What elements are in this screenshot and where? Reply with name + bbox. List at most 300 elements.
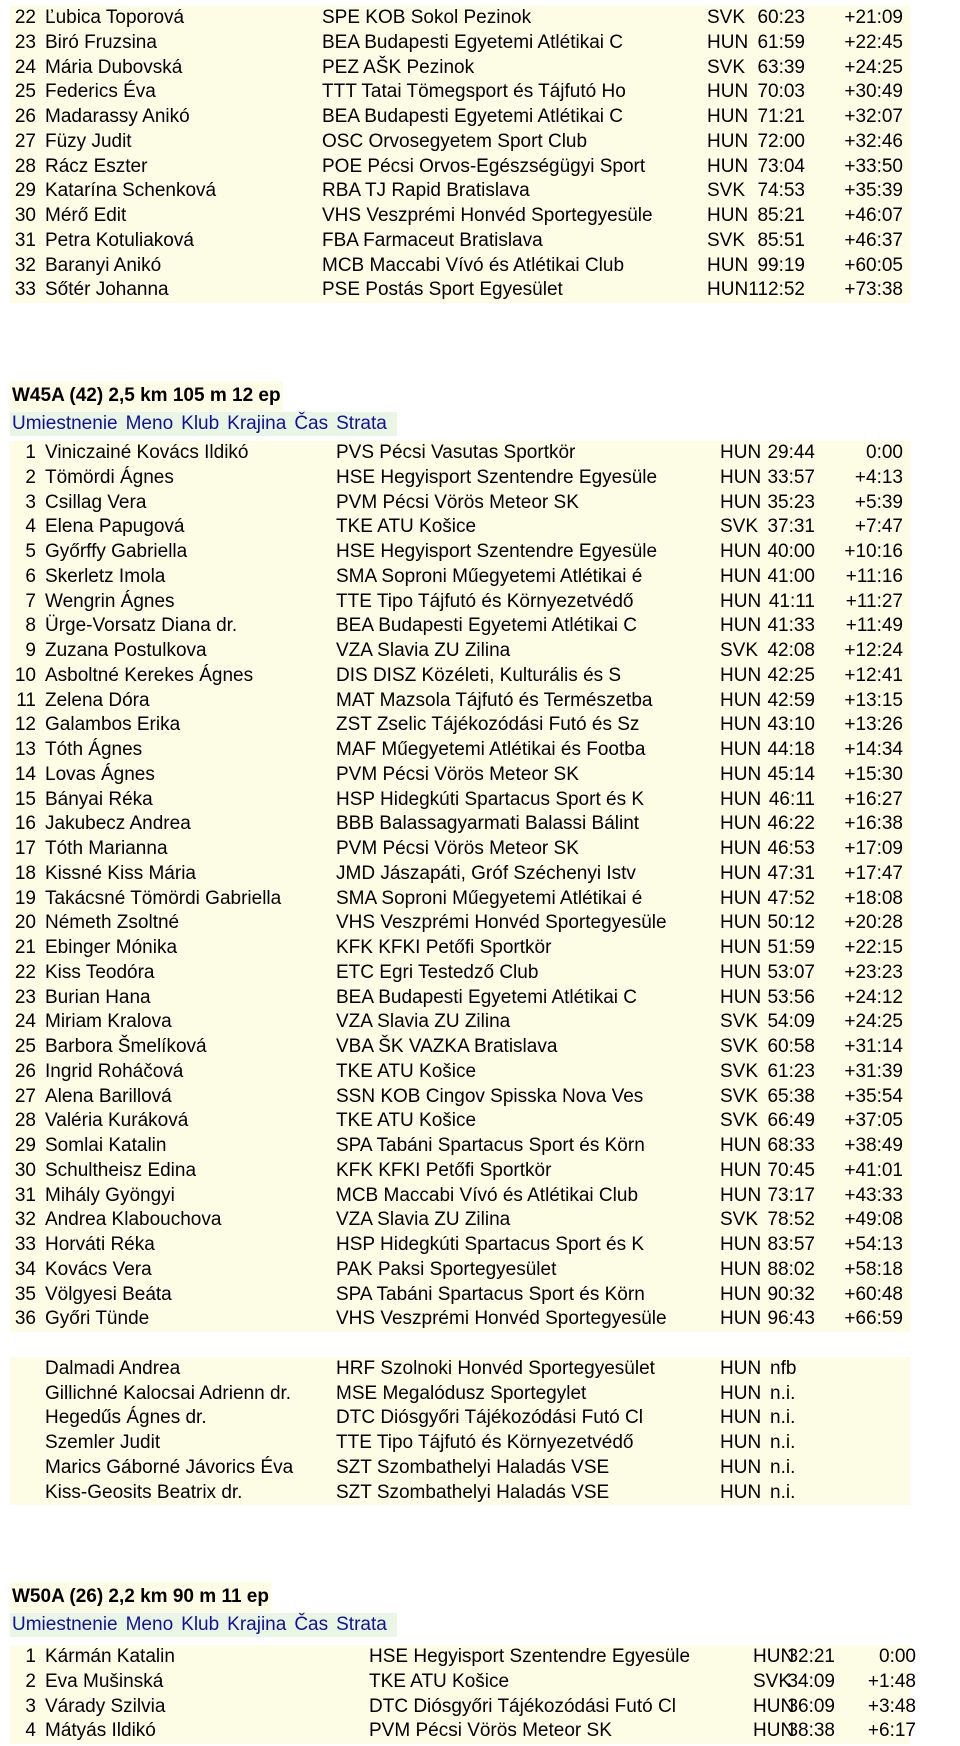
cell-name: Tóth Marianna [45, 838, 168, 859]
cell-name: Mária Dubovská [45, 56, 183, 78]
cell-loss: +6:17 [867, 1720, 916, 1742]
cell-club: BEA Budapesti Egyetemi Atlétikai C [322, 31, 623, 53]
cell-rank: 28 [14, 155, 36, 177]
cell-club: JMD Jászapáti, Gróf Széchenyi Istv [336, 862, 636, 884]
cell-name: Kiss Teodóra [45, 961, 155, 983]
cell-name: Rácz Eszter [45, 155, 148, 177]
cell-rank: 16 [14, 813, 36, 835]
cell-time: 54:09 [767, 1011, 815, 1033]
cell-time: 43:10 [767, 714, 815, 736]
table-row [10, 565, 910, 590]
col-krajina: Krajina [227, 413, 287, 434]
cell-name: Füzy Judit [45, 130, 132, 152]
table-row [10, 887, 910, 912]
cell-club: HSE Hegyisport Szentendre Egyesüle [336, 541, 658, 562]
cell-name: Zuzana Postulkova [45, 640, 207, 661]
cell-time: n.i. [770, 1481, 796, 1503]
cell-rank: 1 [25, 1646, 36, 1667]
table-row [10, 515, 910, 540]
cell-time: n.i. [770, 1432, 796, 1453]
cell-loss: +17:09 [844, 838, 903, 859]
cell-rank: 2 [25, 1670, 36, 1692]
cell-club: PVM Pécsi Vörös Meteor SK [369, 1720, 612, 1742]
cell-rank: 8 [25, 615, 36, 637]
cell-club: BEA Budapesti Egyetemi Atlétikai C [336, 986, 637, 1008]
cell-club: VHS Veszprémi Honvéd Sportegyesüle [322, 205, 653, 226]
table-row [10, 105, 910, 130]
cell-name: Ingrid Roháčová [45, 1060, 184, 1082]
cell-time: 96:43 [767, 1308, 815, 1330]
cell-loss: +16:27 [844, 788, 903, 810]
table-row [10, 179, 910, 204]
cell-club: SSN KOB Cingov Spisska Nova Ves [336, 1085, 644, 1107]
cell-club: MSE Megalódusz Sportegylet [336, 1382, 587, 1404]
cell-name: Galambos Erika [45, 714, 181, 736]
cell-time: nfb [770, 1357, 797, 1379]
cell-club: HSE Hegyisport Szentendre Egyesüle [336, 466, 658, 488]
table-row [10, 80, 910, 105]
cell-rank: 28 [14, 1110, 36, 1132]
cell-time: 33:57 [767, 466, 815, 488]
cell-name: Katarína Schenková [45, 180, 217, 202]
cell-rank: 4 [25, 1720, 36, 1742]
cell-club: SMA Soproni Műegyetemi Atlétikai é [336, 887, 643, 909]
cell-club: PAK Paksi Sportegyesület [336, 1258, 557, 1280]
cell-country: HUN [707, 155, 749, 177]
cell-time: 68:33 [767, 1135, 815, 1156]
cell-club: MAT Mazsola Tájfutó és Természetba [336, 689, 653, 711]
cell-loss: +15:30 [844, 763, 903, 785]
cell-country: SVK [720, 1036, 759, 1057]
cell-time: n.i. [770, 1382, 796, 1404]
cell-name: Kármán Katalin [45, 1646, 175, 1667]
cell-time: 38:38 [787, 1720, 835, 1742]
cell-rank: 22 [14, 7, 36, 28]
table-row [10, 689, 910, 714]
cell-loss: +49:08 [844, 1209, 903, 1231]
cell-name: Petra Kotuliaková [45, 229, 194, 251]
table-row [10, 590, 910, 615]
cell-club: SMA Soproni Műegyetemi Atlétikai é [336, 565, 643, 587]
cell-country: HUN [720, 1357, 762, 1379]
w45a-results-table [10, 441, 910, 1505]
cell-loss: +10:16 [844, 541, 903, 562]
cell-loss: +35:54 [844, 1085, 903, 1107]
table-row [10, 614, 910, 639]
cell-loss: +31:14 [844, 1036, 903, 1057]
cell-loss: +20:28 [844, 912, 903, 934]
cell-country: HUN [720, 714, 762, 736]
cell-name: Tóth Ágnes [45, 739, 143, 760]
cell-rank: 32 [14, 254, 36, 276]
table-row [10, 738, 910, 763]
cell-name: Bányai Réka [45, 788, 153, 810]
table-row [10, 130, 910, 155]
cell-name: Lovas Ágnes [45, 763, 155, 785]
cell-loss: +24:12 [844, 986, 903, 1008]
table-row [10, 31, 910, 56]
cell-time: 78:52 [767, 1209, 815, 1231]
cell-club: TTT Tatai Tömegsport és Tájfutó Ho [322, 81, 626, 103]
cell-country: SVK [720, 1209, 759, 1231]
cell-name: Horváti Réka [45, 1234, 155, 1255]
cell-time: 70:45 [767, 1159, 815, 1181]
cell-country: HUN [720, 1407, 762, 1429]
cell-rank: 32 [14, 1209, 36, 1231]
table-row [10, 1406, 910, 1431]
cell-club: ZST Zselic Tájékozódási Futó és Sz [336, 714, 640, 736]
cell-name: Biró Fruzsina [45, 31, 157, 53]
cell-time: 65:38 [767, 1085, 815, 1107]
table-row [10, 229, 910, 254]
table-row [10, 1208, 910, 1233]
cell-rank: 25 [14, 81, 36, 103]
cell-country: SVK [707, 229, 746, 251]
cell-country: HUN [720, 1135, 762, 1156]
table-row [10, 837, 910, 862]
table-row [10, 1382, 910, 1407]
cell-name: Győrffy Gabriella [45, 541, 188, 562]
col-meno: Meno [125, 1614, 174, 1635]
cell-club: HRF Szolnoki Honvéd Sportegyesület [336, 1357, 655, 1379]
cell-loss: +73:38 [844, 279, 903, 301]
cell-rank: 9 [25, 640, 36, 661]
cell-club: DTC Diósgyőri Tájékozódási Futó Cl [336, 1407, 643, 1429]
cell-time: 29:44 [767, 442, 815, 463]
cell-time: 37:31 [767, 516, 815, 538]
cell-loss: +31:39 [844, 1060, 903, 1082]
cell-name: Asboltné Kerekes Ágnes [45, 664, 254, 686]
table-row [10, 491, 910, 516]
cell-rank: 19 [14, 887, 36, 909]
cell-loss: 0:00 [879, 1646, 916, 1667]
cell-time: 61:23 [767, 1060, 815, 1082]
cell-club: MCB Maccabi Vívó és Atlétikai Club [322, 254, 625, 276]
cell-time: 36:09 [787, 1695, 835, 1717]
cell-club: VZA Slavia ZU Zilina [336, 640, 511, 661]
cell-club: PVM Pécsi Vörös Meteor SK [336, 491, 579, 513]
cell-name: Jakubecz Andrea [45, 813, 191, 835]
table-row [10, 204, 910, 229]
cell-club: TKE ATU Košice [336, 1060, 477, 1082]
table-row [10, 254, 910, 279]
cell-rank: 21 [14, 937, 36, 958]
w50a-results-table [10, 1645, 916, 1744]
cell-name: Dalmadi Andrea [45, 1357, 181, 1379]
cell-time: 60:23 [757, 7, 805, 28]
cell-loss: +12:41 [844, 664, 903, 686]
cell-club: PVM Pécsi Vörös Meteor SK [336, 838, 579, 859]
cell-loss: +11:49 [845, 615, 903, 637]
cell-country: SVK [720, 1085, 759, 1107]
cell-name: Ürge-Vorsatz Diana dr. [45, 615, 238, 637]
cell-country: SVK [707, 56, 746, 78]
cell-loss: +32:46 [844, 130, 903, 152]
cell-time: 112:52 [748, 279, 805, 301]
cell-loss: +12:24 [844, 640, 903, 661]
table-row [10, 713, 910, 738]
cell-country: HUN [707, 205, 749, 226]
cell-rank: 36 [14, 1308, 36, 1330]
cell-club: TTE Tipo Tájfutó és Környezetvédő [336, 1432, 634, 1453]
cell-country: HUN [720, 763, 762, 785]
cell-time: 63:39 [757, 56, 805, 78]
cell-time: 72:00 [757, 130, 805, 152]
cell-name: Győri Tünde [45, 1308, 150, 1330]
cell-name: Kovács Vera [45, 1258, 152, 1280]
cell-rank: 12 [14, 714, 36, 736]
cell-time: 45:14 [767, 763, 815, 785]
cell-loss: +41:01 [844, 1159, 903, 1181]
cell-rank: 34 [14, 1258, 36, 1280]
cell-time: 73:04 [757, 155, 805, 177]
cell-club: PEZ AŠK Pezinok [322, 56, 475, 78]
cell-time: 46:53 [767, 838, 815, 859]
cell-time: 88:02 [767, 1258, 815, 1280]
cell-loss: +13:15 [844, 689, 903, 711]
cell-club: KFK KFKI Petőfi Sportkör [336, 1159, 552, 1181]
cell-loss: +11:16 [845, 565, 903, 587]
cell-club: DTC Diósgyőri Tájékozódási Futó Cl [369, 1695, 676, 1717]
table-row [10, 155, 910, 180]
cell-country: HUN [720, 986, 762, 1008]
cell-time: 50:12 [767, 912, 815, 934]
cell-club: BEA Budapesti Egyetemi Atlétikai C [336, 615, 637, 637]
cell-time: 60:58 [767, 1036, 815, 1057]
cell-club: KFK KFKI Petőfi Sportkör [336, 937, 552, 958]
cell-rank: 27 [14, 130, 36, 152]
cell-loss: +21:09 [844, 7, 903, 28]
cell-loss: +11:27 [845, 590, 903, 612]
cell-rank: 10 [14, 664, 36, 686]
cell-name: Miriam Kralova [45, 1011, 172, 1033]
cell-loss: +3:48 [867, 1695, 916, 1717]
cell-club: TKE ATU Košice [336, 516, 477, 538]
cell-country: SVK [707, 7, 746, 28]
column-header-w50a [10, 1613, 397, 1637]
table-row [10, 1134, 910, 1159]
cell-time: n.i. [770, 1456, 796, 1478]
cell-country: HUN [707, 106, 749, 127]
cell-loss: +35:39 [844, 180, 903, 202]
col-klub: Klub [181, 1614, 220, 1635]
cell-name: Schultheisz Edina [45, 1159, 197, 1181]
cell-loss: +22:45 [844, 31, 903, 53]
table-row [10, 1670, 916, 1695]
cell-rank: 5 [25, 541, 36, 562]
cell-country: HUN [707, 31, 749, 53]
table-row [10, 1283, 910, 1308]
cell-club: VZA Slavia ZU Zilina [336, 1011, 511, 1033]
cell-country: HUN [720, 1258, 762, 1280]
cell-country: HUN [720, 912, 762, 934]
cell-rank: 30 [14, 205, 36, 226]
table-row [10, 1695, 916, 1720]
cell-country: SVK [720, 1011, 759, 1033]
col-strata: Strata [336, 413, 387, 434]
cell-country: HUN [720, 442, 762, 463]
col-umiestnenie: Umiestnenie [12, 413, 118, 434]
cell-country: HUN [720, 1308, 762, 1330]
cell-loss: +13:26 [844, 714, 903, 736]
cell-country: HUN [753, 1646, 795, 1667]
cell-rank: 13 [14, 739, 36, 760]
cell-loss: +58:18 [844, 1258, 903, 1280]
cell-loss: +38:49 [844, 1135, 903, 1156]
cell-name: Baranyi Anikó [45, 254, 162, 276]
cell-loss: +14:34 [844, 739, 903, 760]
cell-rank: 24 [14, 1011, 36, 1033]
cell-time: 85:51 [757, 229, 805, 251]
cell-time: 53:56 [767, 986, 815, 1008]
cell-name: Tömördi Ágnes [45, 466, 174, 488]
table-row [10, 639, 910, 664]
table-row [10, 1719, 916, 1744]
cell-loss: +17:47 [844, 862, 903, 884]
cell-club: BBB Balassagyarmati Balassi Bálint [336, 813, 640, 835]
cell-club: PVM Pécsi Vörös Meteor SK [336, 763, 579, 785]
cell-country: HUN [720, 1184, 762, 1206]
cell-time: 51:59 [767, 937, 815, 958]
cell-name: Ebinger Mónika [45, 937, 178, 958]
cell-name: Valéria Kuráková [45, 1110, 189, 1132]
cell-loss: +24:25 [844, 1011, 903, 1033]
cell-rank: 20 [14, 912, 36, 934]
cell-time: 42:25 [767, 664, 815, 686]
table-row [10, 911, 910, 936]
col-cas: Čas [294, 413, 329, 434]
cell-name: Alena Barillová [45, 1085, 172, 1107]
cell-name: Mihály Gyöngyi [45, 1184, 175, 1206]
table-row [10, 1357, 910, 1382]
cell-rank: 29 [14, 1135, 36, 1156]
cell-club: SZT Szombathelyi Haladás VSE [336, 1456, 610, 1478]
cell-club: HSP Hidegkúti Spartacus Sport és K [336, 788, 645, 810]
cell-loss: +60:05 [844, 254, 903, 276]
table-row [10, 441, 910, 466]
cell-club: SPA Tabáni Spartacus Sport és Körn [336, 1135, 645, 1156]
cell-name: Ľubica Toporová [45, 7, 185, 28]
cell-time: 70:03 [757, 81, 805, 103]
cell-rank: 17 [14, 838, 36, 859]
cell-country: SVK [720, 516, 759, 538]
cell-name: Andrea Klabouchova [45, 1209, 222, 1231]
cell-loss: +23:23 [844, 961, 903, 983]
cell-time: 66:49 [767, 1110, 815, 1132]
cell-rank: 31 [14, 229, 36, 251]
cell-country: HUN [720, 565, 762, 587]
cell-time: 44:18 [767, 739, 815, 760]
cell-country: HUN [720, 1159, 762, 1181]
cell-loss: +30:49 [844, 81, 903, 103]
cell-name: Somlai Katalin [45, 1135, 167, 1156]
table-row [10, 540, 910, 565]
cell-name: Szemler Judit [45, 1432, 161, 1453]
cell-rank: 25 [14, 1036, 36, 1057]
cell-club: BEA Budapesti Egyetemi Atlétikai C [322, 106, 623, 127]
table-row [10, 1307, 910, 1332]
cell-name: Sőtér Johanna [45, 279, 169, 301]
cell-club: OSC Orvosegyetem Sport Club [322, 130, 588, 152]
cell-loss: +37:05 [844, 1110, 903, 1132]
cell-rank: 6 [25, 565, 36, 587]
cell-time: 53:07 [767, 961, 815, 983]
cell-club: ETC Egri Testedző Club [336, 961, 539, 983]
table-row [10, 664, 910, 689]
cell-time: 71:21 [757, 106, 805, 127]
cell-rank: 23 [14, 31, 36, 53]
table-row [10, 278, 910, 303]
cell-country: HUN [720, 739, 762, 760]
cell-club: DIS DISZ Közéleti, Kulturális és S [336, 664, 622, 686]
cell-rank: 11 [16, 689, 36, 711]
cell-country: HUN [707, 130, 749, 152]
prev-results-table [10, 6, 910, 303]
cell-time: 42:59 [767, 689, 815, 711]
cell-country: HUN [720, 664, 762, 686]
cell-rank: 23 [14, 986, 36, 1008]
table-row [10, 1645, 916, 1670]
cell-rank: 35 [14, 1283, 36, 1305]
cell-name: Skerletz Imola [45, 565, 166, 587]
table-row [10, 1184, 910, 1209]
cell-country: HUN [720, 961, 762, 983]
cell-country: HUN [720, 590, 762, 612]
cell-country: SVK [707, 180, 746, 202]
cell-name: Németh Zsoltné [45, 912, 180, 934]
col-cas: Čas [294, 1614, 329, 1635]
cell-name: Madarassy Anikó [45, 106, 190, 127]
cell-club: RBA TJ Rapid Bratislava [322, 180, 530, 202]
cell-club: TTE Tipo Tájfutó és Környezetvédő [336, 590, 634, 612]
cell-club: TKE ATU Košice [369, 1670, 510, 1692]
cell-loss: +1:48 [867, 1670, 916, 1692]
col-meno: Meno [125, 413, 174, 434]
cell-country: HUN [720, 1432, 762, 1453]
cell-time: 83:57 [767, 1234, 815, 1255]
table-row [10, 6, 910, 31]
cell-loss: +18:08 [844, 887, 903, 909]
col-strata: Strata [336, 1614, 387, 1635]
cell-club: TKE ATU Košice [336, 1110, 477, 1132]
cell-country: HUN [707, 81, 749, 103]
cell-country: SVK [720, 640, 759, 661]
cell-loss: +33:50 [844, 155, 903, 177]
cell-loss: +22:15 [844, 937, 903, 958]
cell-name: Wengrin Ágnes [45, 590, 175, 612]
cell-country: HUN [720, 1234, 762, 1255]
cell-club: MAF Műegyetemi Atlétikai és Footba [336, 739, 646, 760]
cell-time: 32:21 [787, 1646, 835, 1667]
cell-club: HSE Hegyisport Szentendre Egyesüle [369, 1646, 691, 1667]
cell-time: 61:59 [757, 31, 805, 53]
cell-loss: 0:00 [866, 442, 903, 463]
cell-name: Eva Mušinská [45, 1670, 164, 1692]
table-row [10, 1431, 910, 1456]
cell-country: HUN [707, 279, 749, 301]
table-row [10, 466, 910, 491]
table-row [10, 961, 910, 986]
cell-time: 73:17 [767, 1184, 815, 1206]
cell-time: 34:09 [787, 1670, 835, 1692]
cell-rank: 18 [14, 862, 36, 884]
column-header-w45a [10, 412, 397, 436]
cell-loss: +46:37 [844, 229, 903, 251]
cell-country: HUN [720, 813, 762, 835]
table-row [10, 788, 910, 813]
cell-name: Marics Gáborné Jávorics Éva [45, 1456, 294, 1478]
cell-rank: 3 [25, 1695, 36, 1717]
